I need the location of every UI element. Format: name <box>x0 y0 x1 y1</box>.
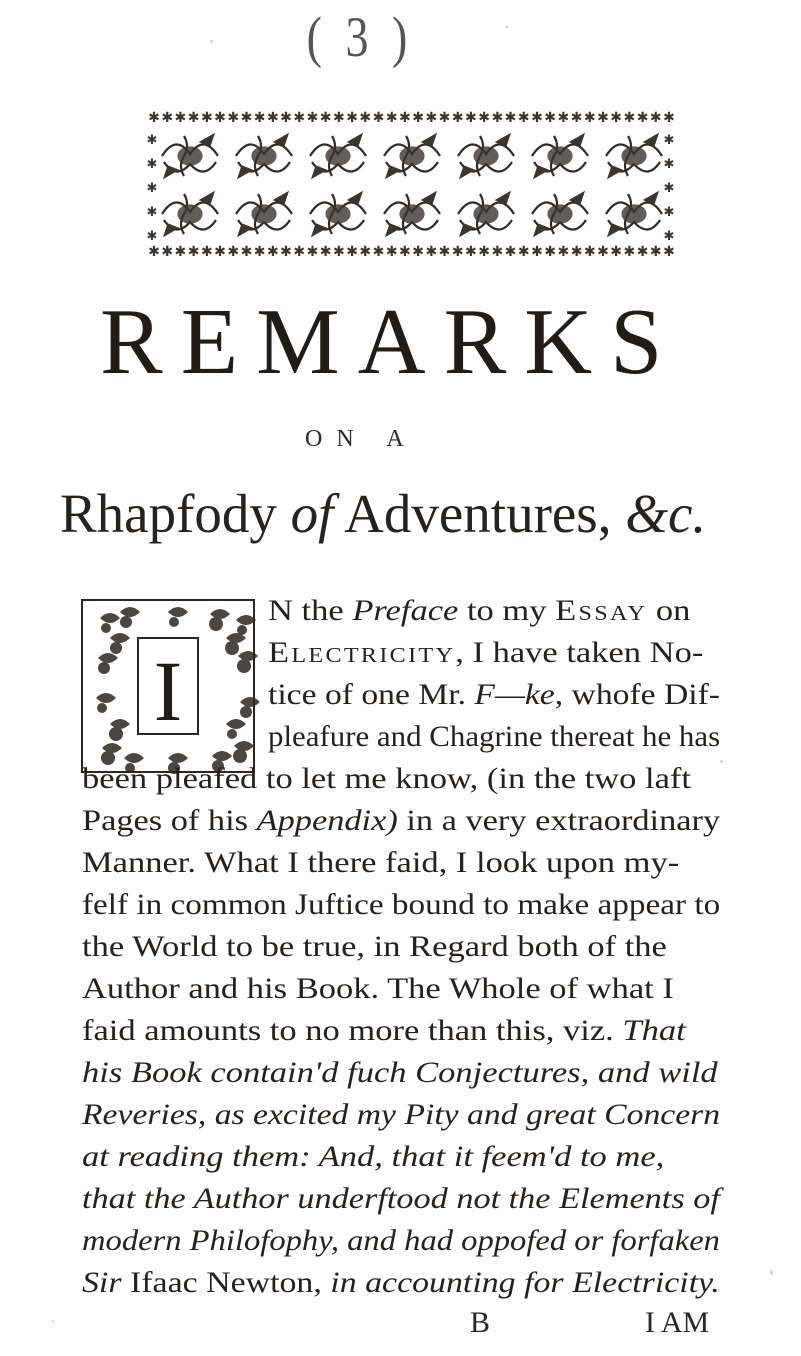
star-ornament: ✱ <box>451 244 464 260</box>
text-line <box>82 844 679 882</box>
star-ornament: ✱ <box>399 244 411 260</box>
star-ornament: ✱ <box>385 110 398 126</box>
drop-capital-letter: I <box>153 643 183 739</box>
star-ornament: ✱ <box>649 244 662 260</box>
star-ornament: ✱ <box>240 244 253 260</box>
star-ornament: ✱ <box>491 244 504 260</box>
subtitle-part-4: &c. <box>625 483 707 544</box>
star-ornament: ✱ <box>253 110 266 126</box>
star-ornament: ✱ <box>570 244 583 260</box>
text-line <box>82 1264 720 1302</box>
text-line <box>268 718 720 756</box>
text-line <box>268 676 720 714</box>
star-ornament: ✱ <box>491 110 504 126</box>
text-line <box>82 760 691 798</box>
star-ornament: ✱ <box>148 110 160 126</box>
text-segment: at reading them: And, that it feem'd to me, <box>82 1140 665 1173</box>
star-ornament: ✱ <box>359 110 372 126</box>
star-ornament: ✱ <box>372 244 385 260</box>
star-ornament: ✱ <box>425 110 438 126</box>
star-ornament: ✱ <box>399 110 411 126</box>
star-ornament: ✱ <box>478 110 490 126</box>
star-ornament: ✱ <box>583 110 596 126</box>
star-ornament: ✱ <box>280 244 292 260</box>
star-ornament: ✱ <box>451 110 464 126</box>
text-line <box>82 802 720 840</box>
star-ornament: ✱ <box>465 244 477 260</box>
text-segment: to my <box>458 594 556 627</box>
star-ornament: ✱ <box>146 229 158 244</box>
star-ornament: ✱ <box>623 244 636 260</box>
star-ornament: ✱ <box>636 110 649 126</box>
text-line <box>82 970 674 1008</box>
star-ornament: ✱ <box>333 110 345 126</box>
star-ornament: ✱ <box>333 244 345 260</box>
star-ornament: ✱ <box>425 244 438 260</box>
star-ornament: ✱ <box>161 244 174 260</box>
text-line <box>82 1054 718 1092</box>
text-segment: Preface <box>352 594 459 627</box>
text-line <box>268 634 703 672</box>
star-ornament: ✱ <box>214 110 226 126</box>
text-line <box>82 886 720 924</box>
star-ornament: ✱ <box>174 244 187 260</box>
star-ornament: ✱ <box>146 157 158 172</box>
star-ornament: ✱ <box>346 110 358 126</box>
text-line <box>82 1180 720 1218</box>
text-segment: his Book contain'd fuch Conjectures, and wild <box>82 1056 718 1089</box>
text-segment: the <box>301 594 353 627</box>
star-ornament: ✱ <box>319 244 332 260</box>
star-ornament: ✱ <box>610 110 623 126</box>
text-segment: Author and his Book. The Whole of what I <box>82 972 674 1005</box>
text-segment: on <box>647 594 691 627</box>
star-ornament: ✱ <box>663 205 675 220</box>
star-ornament: ✱ <box>504 244 517 260</box>
star-ornament: ✱ <box>227 244 240 260</box>
text-segment: that the Author underftood not the Elements of <box>82 1182 720 1215</box>
text-segment: Sir <box>82 1266 122 1299</box>
star-ornament: ✱ <box>359 244 372 260</box>
text-segment: pleafure and Chagrine thereat he has <box>268 720 721 753</box>
page-number: ( 3 ) <box>306 4 414 69</box>
star-ornament: ✱ <box>280 110 292 126</box>
star-ornament: ✱ <box>293 110 306 126</box>
star-ornament: ✱ <box>146 181 158 196</box>
star-ornament: ✱ <box>465 110 477 126</box>
text-line <box>82 928 667 966</box>
text-line <box>268 592 690 630</box>
star-ornament: ✱ <box>570 110 583 126</box>
star-ornament: ✱ <box>372 110 385 126</box>
star-ornament: ✱ <box>597 110 609 126</box>
star-ornament: ✱ <box>663 157 675 172</box>
star-ornament: ✱ <box>597 244 609 260</box>
text-segment: Manner. What I there faid, I look upon my- <box>82 846 680 879</box>
star-ornament: ✱ <box>306 110 319 126</box>
text-segment: That <box>622 1014 686 1047</box>
star-ornament: ✱ <box>174 110 187 126</box>
star-ornament: ✱ <box>200 244 213 260</box>
star-ornament: ✱ <box>306 244 319 260</box>
star-ornament: ✱ <box>557 110 570 126</box>
subtitle-part-3: Adventures, <box>333 483 626 544</box>
star-ornament: ✱ <box>504 110 517 126</box>
text-segment: in accounting for Electricity. <box>330 1266 720 1299</box>
star-ornament: ✱ <box>187 244 200 260</box>
star-ornament: ✱ <box>148 244 160 260</box>
star-ornament: ✱ <box>200 110 213 126</box>
star-ornament: ✱ <box>319 110 332 126</box>
text-segment: modern Philofophy, and had oppofed or forfaken <box>82 1224 720 1257</box>
star-ornament: ✱ <box>266 110 279 126</box>
star-ornament: ✱ <box>385 244 398 260</box>
text-segment: been pleafed to let me know, (in the two laft <box>82 762 691 795</box>
text-segment: in a very extraordinary <box>397 804 721 837</box>
star-ornament: ✱ <box>161 110 174 126</box>
text-segment: faid amounts to no more than this, viz. <box>82 1014 623 1047</box>
star-ornament: ✱ <box>583 244 596 260</box>
text-segment: felf in common Juftice bound to make appear to <box>82 888 721 921</box>
star-ornament: ✱ <box>544 110 557 126</box>
text-segment: Pages of his <box>82 804 257 837</box>
star-ornament: ✱ <box>438 244 451 260</box>
title-connector: ON A <box>305 426 418 452</box>
text-segment: , whofe Dif- <box>554 678 721 711</box>
text-line <box>82 1012 686 1050</box>
star-ornament: ✱ <box>412 244 424 260</box>
star-ornament: ✱ <box>227 110 240 126</box>
signature-mark: B <box>470 1306 491 1339</box>
star-ornament: ✱ <box>636 244 649 260</box>
star-ornament: ✱ <box>663 181 675 196</box>
text-line <box>82 1222 720 1260</box>
star-ornament: ✱ <box>517 110 530 126</box>
star-ornament: ✱ <box>531 244 543 260</box>
text-segment: tice of one Mr. <box>268 678 475 711</box>
text-segment: N <box>268 594 302 627</box>
star-ornament: ✱ <box>517 244 530 260</box>
star-ornament: ✱ <box>478 244 490 260</box>
text-segment: Appendix) <box>256 804 398 837</box>
text-segment: Essay <box>555 594 648 627</box>
star-ornament: ✱ <box>623 110 636 126</box>
star-ornament: ✱ <box>187 110 200 126</box>
text-segment: Ifaac Newton, <box>121 1266 331 1299</box>
star-ornament: ✱ <box>663 244 675 260</box>
subtitle-part-1: Rhapfody <box>60 483 291 544</box>
subtitle-part-2: of <box>290 483 334 544</box>
star-ornament: ✱ <box>438 110 451 126</box>
text-segment: Electricity <box>268 636 456 669</box>
star-ornament: ✱ <box>146 133 158 148</box>
text-line <box>82 1096 720 1134</box>
text-segment: F—ke <box>474 678 555 711</box>
star-ornament: ✱ <box>557 244 570 260</box>
star-ornament: ✱ <box>146 205 158 220</box>
star-ornament: ✱ <box>214 244 226 260</box>
star-ornament: ✱ <box>531 110 543 126</box>
star-ornament: ✱ <box>293 244 306 260</box>
text-line <box>82 1138 664 1176</box>
star-ornament: ✱ <box>544 244 557 260</box>
star-ornament: ✱ <box>346 244 358 260</box>
catchword: I AM <box>645 1306 710 1339</box>
text-segment: , I have taken No- <box>455 636 704 669</box>
star-ornament: ✱ <box>412 110 424 126</box>
text-segment: Reveries, as excited my Pity and great Concern <box>82 1098 721 1131</box>
star-ornament: ✱ <box>266 244 279 260</box>
star-ornament: ✱ <box>610 244 623 260</box>
star-ornament: ✱ <box>253 244 266 260</box>
star-ornament: ✱ <box>240 110 253 126</box>
star-ornament: ✱ <box>663 133 675 148</box>
star-ornament: ✱ <box>649 110 662 126</box>
star-ornament: ✱ <box>663 110 675 126</box>
text-segment: the World to be true, in Regard both of the <box>82 930 667 963</box>
page-title: REMARKS <box>100 290 681 394</box>
star-ornament: ✱ <box>663 229 675 244</box>
